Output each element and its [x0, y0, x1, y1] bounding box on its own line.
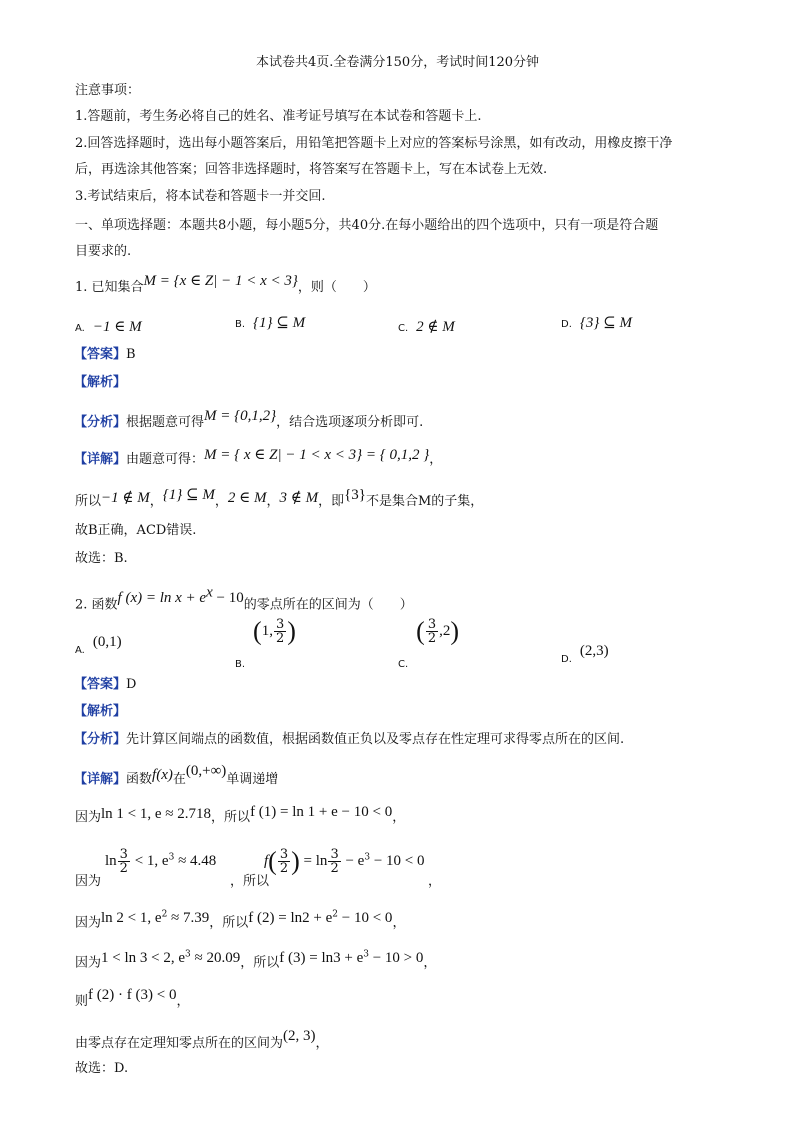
q2-s1-pre: 因为 — [75, 810, 102, 825]
q2-option-b-den: 2 — [275, 631, 285, 646]
question-2-stem — [75, 585, 413, 614]
q2-detail-mid: 在 — [172, 772, 186, 787]
section-heading-2: 目要求的. — [75, 244, 132, 259]
q2-step-4 — [75, 950, 436, 972]
q1-fenxi — [74, 408, 424, 432]
q2-step-2-rhs: f( $\frac{3}{2}$ ) = ln $\frac{3}{2}$ − $e^3 - 10 < 0$ — [264, 846, 425, 876]
q2-s3-post: ， — [392, 915, 406, 931]
q2-s2-f-num: 3 — [279, 847, 289, 862]
q2-analysis-tag-text: 【解析】 — [74, 704, 127, 719]
notice-line-4: 3.考试结束后，将本试卷和答题卡一并交回. — [75, 189, 326, 204]
q2-stem-post: 的零点所在的区间为（ ） — [243, 597, 413, 613]
q2-detail-tag: 【详解】 — [74, 772, 127, 787]
q2-s2-m2c: − 10 < 0 — [370, 853, 425, 869]
q2-s2-m1b: ≈ 4.48 — [174, 853, 217, 869]
q2-stem-sup: x — [206, 585, 213, 601]
q1-l1-s4: ，即 — [318, 494, 345, 509]
q2-option-c-num: 3 — [427, 617, 437, 632]
q1-answer-tag: 【答案】 — [74, 347, 127, 362]
q2-s3-m1a: ln 2 < 1, e — [101, 910, 162, 927]
q2-s2-num: 3 — [119, 847, 128, 862]
q2-s2-ln: ln — [105, 853, 117, 869]
q2-s5-post: ， — [176, 994, 190, 1009]
q2-answer — [74, 676, 136, 694]
q2-s1-m2: f (1) = ln 1 + e − 10 < 0 — [250, 804, 393, 820]
q1-fenxi-tag: 【分析】 — [74, 415, 127, 430]
q1-l1-m5: {3} — [344, 487, 366, 503]
q2-s2-m2b: − e — [341, 853, 365, 869]
q2-step-3 — [75, 910, 405, 932]
q1-option-b-key: B. — [235, 319, 246, 330]
q2-s3-m2b: − 10 < 0 — [338, 910, 393, 927]
q1-option-d-text: {3} ⊆ M — [579, 315, 632, 331]
q2-detail-m1: f(x) — [152, 767, 173, 783]
q2-option-c-right: ,2 — [439, 623, 451, 639]
q2-step-2-pre: 因为 — [75, 874, 102, 889]
q1-line-1 — [75, 487, 484, 511]
q2-option-c-den: 2 — [427, 631, 437, 646]
section-heading-1: 一、单项选择题：本题共8小题，每小题5分，共40分.在每小题给出的四个选项中，只有一项是符合题 — [75, 218, 659, 233]
q2-option-c-key: C. — [398, 659, 409, 670]
q2-step-1 — [75, 804, 406, 827]
q2-s4-m2a: f (3) = ln3 + e — [279, 950, 364, 967]
q1-line-3: 故选：B. — [75, 551, 128, 566]
q1-fenxi-post: ，结合选项逐项分析即可. — [276, 415, 424, 430]
q2-s2-ln-num: 3 — [330, 847, 339, 862]
q2-detail — [74, 763, 279, 789]
q1-l1-m3: 2 ∈ M — [227, 490, 267, 506]
page-header: 本试卷共4页.全卷满分150分，考试时间120分钟 — [255, 55, 540, 70]
q2-s2-f-den: 2 — [279, 861, 289, 876]
q1-l1-m1: −1 ∉ M — [101, 490, 150, 506]
q1-fenxi-pre: 根据题意可得 — [126, 415, 205, 430]
q2-detail-m2: (0,+∞) — [185, 763, 227, 779]
q1-option-b-text: {1} ⊆ M — [253, 315, 306, 331]
q1-analysis-tag — [74, 374, 126, 392]
q2-s3-mid: ，所以 — [209, 915, 249, 931]
q2-s6-pre: 由零点存在定理知零点所在的区间为 — [75, 1036, 284, 1051]
q2-s2-f: f — [264, 853, 269, 869]
q2-stem-pre: 2. 函数 — [75, 597, 118, 613]
q2-s5-math: f (2) · f (3) < 0 — [88, 987, 177, 1003]
q2-fenxi-tag: 【分析】 — [74, 732, 127, 747]
q2-option-c: $_{C.}$( $\frac{3}{2}$ ,2) — [398, 616, 460, 670]
q2-option-d — [561, 643, 609, 669]
q2-s1-post: ， — [392, 810, 406, 825]
q1-l1-s2: ， — [214, 494, 228, 509]
q1-l1-post: 不是集合M的子集， — [366, 494, 484, 509]
notice-line-1: 1.答题前，考生务必将自己的姓名、准考证号填写在本试卷和答题卡上. — [75, 109, 482, 124]
question-1-stem — [75, 273, 376, 297]
q1-option-a — [75, 318, 142, 338]
q2-option-a-text: (0,1) — [92, 634, 122, 650]
q1-option-c-key: C. — [398, 323, 409, 334]
q1-option-a-text: −1 ∈ M — [92, 319, 142, 335]
q2-detail-post: 单调递增 — [226, 772, 279, 787]
q1-fenxi-math: M = {0,1,2} — [204, 408, 277, 424]
q2-option-b-key: B. — [235, 659, 246, 670]
q2-s2-m1a: < 1, e — [130, 853, 169, 869]
q1-l1-s1: ， — [149, 494, 163, 509]
q2-step-6 — [75, 1028, 329, 1053]
q2-s4-m2b: − 10 > 0 — [368, 950, 424, 967]
q1-detail-math: M = { x ∈ Z| − 1 < x < 3} = { 0,1,2 } — [204, 447, 430, 463]
q2-s4-mid: ，所以 — [240, 955, 280, 971]
q2-s4-sup2: 3 — [363, 950, 369, 960]
notice-title: 注意事项： — [75, 83, 141, 98]
q1-l1-pre: 所以 — [75, 494, 102, 509]
q1-detail-tag: 【详解】 — [74, 452, 127, 467]
q1-option-d — [561, 314, 632, 334]
q1-analysis-tag-text: 【解析】 — [74, 375, 127, 390]
q2-s2-sup-num: 3 — [168, 852, 175, 863]
q1-stem-math: M = {x ∈ Z| − 1 < x < 3} — [143, 273, 298, 289]
q2-s3-sup2: 2 — [332, 910, 339, 920]
q1-option-c-text: 2 ∉ M — [416, 319, 455, 335]
q2-s6-math: (2, 3) — [283, 1028, 316, 1044]
q2-step-5 — [75, 987, 190, 1011]
q2-option-a-key: A. — [75, 645, 85, 656]
q1-stem-post: ，则（ ） — [297, 280, 376, 295]
q2-s4-m1b: ≈ 20.09 — [190, 950, 241, 967]
q2-s3-m1b: ≈ 7.39 — [167, 910, 210, 927]
q1-answer — [74, 346, 136, 364]
q1-option-c — [398, 318, 455, 338]
q2-option-b-left: 1, — [261, 623, 273, 639]
q2-s2-sup2: 3 — [364, 852, 371, 863]
q2-s5-pre: 则 — [75, 994, 89, 1009]
q2-s2-ln-den: 2 — [330, 861, 339, 876]
q2-option-a — [75, 634, 122, 660]
q1-option-a-key: A. — [75, 323, 85, 334]
q1-l1-s3: ， — [266, 494, 280, 509]
q1-stem-pre: 1. 已知集合 — [75, 280, 144, 295]
q2-fenxi — [74, 731, 624, 749]
q2-s4-pre: 因为 — [75, 955, 102, 971]
q1-l1-m2: {1} ⊆ M — [162, 487, 215, 503]
q2-analysis-tag — [74, 703, 126, 721]
q1-option-d-key: D. — [561, 319, 572, 330]
q2-step-2-post: ， — [428, 874, 442, 889]
q2-s4-sup1: 3 — [185, 950, 191, 960]
q2-answer-value: D — [126, 677, 137, 692]
q1-detail-post: ， — [429, 452, 443, 467]
q2-s2-m2a: = ln — [299, 853, 328, 869]
q2-answer-tag: 【答案】 — [74, 677, 127, 692]
q2-s6-post: ， — [315, 1036, 329, 1051]
q2-s3-m2a: f (2) = ln2 + e — [248, 910, 333, 927]
q2-option-d-key: D. — [561, 654, 572, 665]
q1-answer-value: B — [126, 347, 136, 362]
notice-line-2: 2.回答选择题时，选出每小题答案后，用铅笔把答题卡上对应的答案标号涂黑，如有改动，用橡皮擦干净 — [75, 136, 673, 151]
q2-s2-den: 2 — [119, 861, 128, 876]
q2-s3-pre: 因为 — [75, 915, 102, 931]
q1-detail-pre: 由题意可得： — [126, 452, 205, 467]
q1-option-b — [235, 314, 305, 334]
q2-s1-m1: ln 1 < 1, e ≈ 2.718 — [101, 806, 212, 822]
q2-step-7: 故选：D. — [75, 1061, 129, 1076]
notice-line-3: 后，再选涂其他答案；回答非选择题时，将答案写在答题卡上，写在本试卷上无效. — [75, 162, 548, 177]
q2-stem-math: f (x) = ln x + e — [117, 590, 207, 607]
q2-s4-m1a: 1 < ln 3 < 2, e — [101, 950, 186, 967]
q2-option-b: $_{B.}$(1, $\frac{3}{2}$ ) — [235, 616, 296, 670]
q1-detail — [74, 447, 443, 469]
q2-step-2-lhs — [105, 848, 216, 875]
q2-step-2-mid: ，所以 — [230, 874, 270, 889]
q2-detail-pre: 函数 — [126, 772, 153, 787]
q2-fenxi-text: 先计算区间端点的函数值，根据函数值正负以及零点存在性定理可求得零点所在的区间. — [126, 732, 625, 747]
q2-option-d-text: (2,3) — [579, 643, 609, 659]
q2-s1-mid: ，所以 — [211, 810, 251, 825]
q1-line-2: 故B正确，ACD错误. — [75, 523, 197, 538]
q2-stem-math2: − 10 — [212, 590, 244, 607]
q2-s3-sup1: 2 — [161, 910, 168, 920]
q2-s4-post: ， — [423, 955, 437, 971]
q2-option-b-num: 3 — [275, 617, 285, 632]
q1-l1-m4: 3 ∉ M — [279, 490, 319, 506]
